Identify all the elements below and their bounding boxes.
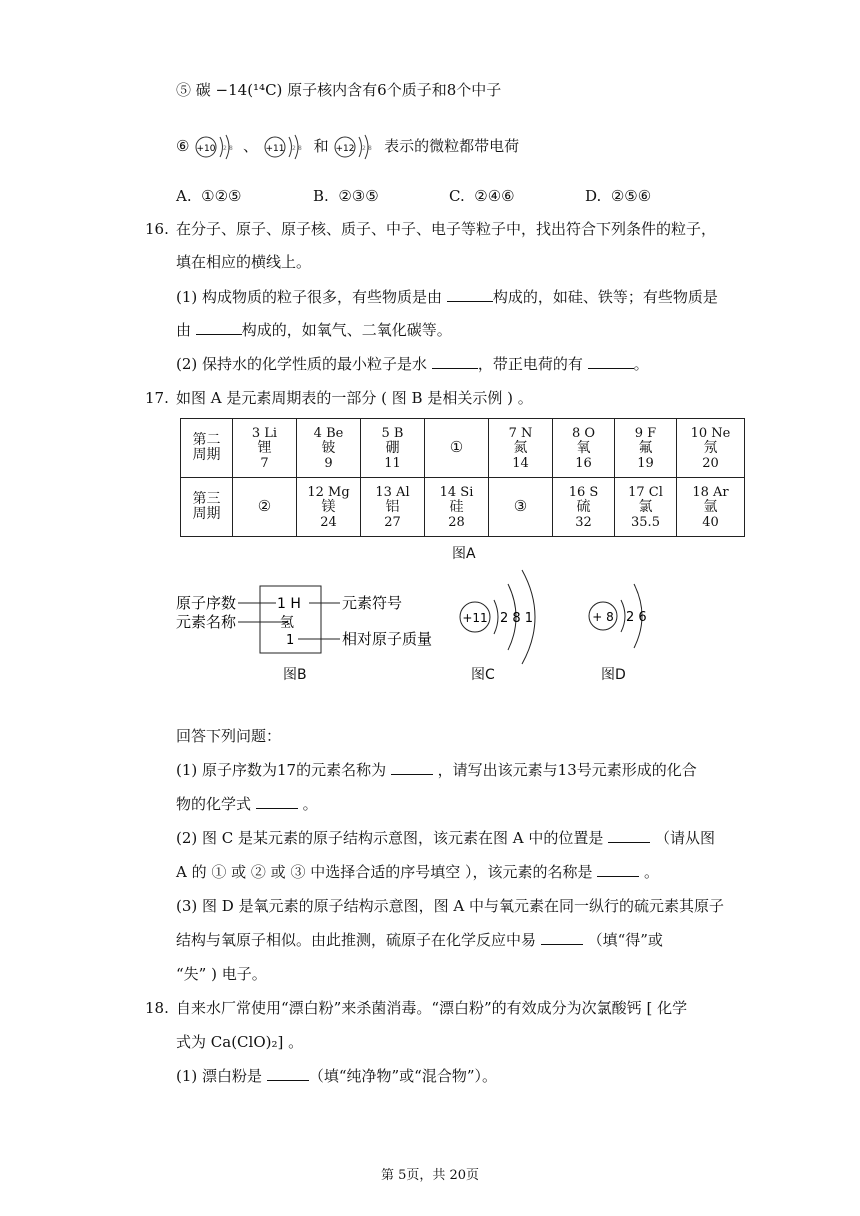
q15-sep-1: 、	[243, 137, 259, 155]
element-cell-n: 7 N 氮 14	[489, 419, 553, 478]
q16-stem-line1: 在分子、原子、原子核、质子、中子、电子等粒子中，找出符合下列条件的粒子，	[176, 220, 717, 238]
fig-c-electrons: 2 8 1	[500, 611, 534, 626]
element-cell-li: 3 Li 锂 7	[233, 419, 297, 478]
ion-na-nucleus: +11	[265, 144, 285, 154]
svg-text:2: 2	[362, 145, 367, 152]
q16-blank-3[interactable]	[432, 354, 478, 369]
fig-d-electrons: 2 6	[626, 610, 647, 625]
q17-blank-4[interactable]	[597, 862, 639, 877]
q16-part1-line2: 由 构成的，如氧气、二氧化碳等。	[176, 321, 452, 339]
figure-d-caption: 图D	[601, 667, 626, 683]
q15-item-6	[176, 134, 519, 158]
svg-text:8: 8	[229, 145, 234, 152]
element-cell-mg: 12 Mg 镁 24	[297, 478, 361, 537]
figure-d-atom-diagram	[588, 576, 660, 656]
q17-part1-line1: (1) 原子序数为17的元素名称为 ，请写出该元素与13号元素形成的化合	[176, 761, 697, 779]
ion-mg-nucleus: +12	[335, 144, 355, 154]
q17-part3-line3: “失” ) 电子。	[176, 965, 267, 983]
element-cell-al: 13 Al 铝 27	[361, 478, 425, 537]
element-cell-o: 8 O 氧 16	[553, 419, 615, 478]
svg-text:2: 2	[291, 145, 296, 152]
box-mass: 1	[286, 633, 295, 648]
q15-option-d: D. ②⑤⑥	[585, 187, 652, 205]
q17-part3-line2: 结构与氧原子相似。由此推测，硫原子在化学反应中易 （填“得”或	[176, 931, 663, 949]
element-cell-s: 16 S 硫 32	[553, 478, 615, 537]
q16-part1-line1: (1) 构成物质的粒子很多，有些物质是由 构成的，如硅、铁等；有些物质是	[176, 288, 718, 306]
box-name: 氢	[280, 615, 294, 631]
fig-d-nucleus: + 8	[592, 610, 614, 624]
q16-part2: (2) 保持水的化学性质的最小粒子是水 ，带正电荷的有 。	[176, 355, 649, 373]
q15-option-a: A. ①②⑤	[176, 187, 242, 205]
q18-blank-1[interactable]	[267, 1066, 309, 1081]
label-relative-atomic-mass: 相对原子质量	[342, 630, 433, 648]
element-cell-placeholder-2: ②	[233, 478, 297, 537]
q17-blank-2[interactable]	[256, 794, 298, 809]
ion-diagram-ne	[194, 134, 238, 160]
periodic-table-fragment	[180, 418, 745, 537]
q17-answer-intro: 回答下列问题：	[176, 727, 282, 745]
element-cell-be: 4 Be 铍 9	[297, 419, 361, 478]
q15-item-5: ⑤ 碳 −14(¹⁴C) 原子核内含有6个质子和8个中子	[176, 81, 502, 99]
q16-blank-2[interactable]	[196, 320, 242, 335]
q18-number: 18.	[145, 999, 169, 1017]
figure-b-diagram	[176, 584, 446, 658]
q16-number: 16.	[145, 220, 169, 238]
element-cell-cl: 17 Cl 氯 35.5	[615, 478, 677, 537]
q15-sep-2: 和	[313, 137, 329, 155]
figure-a-caption: 图A	[452, 546, 476, 562]
svg-text:8: 8	[368, 145, 373, 152]
element-cell-ar: 18 Ar 氩 40	[677, 478, 745, 537]
q17-blank-5[interactable]	[541, 930, 583, 945]
q15-item-6-text: 表示的微粒都带电荷	[384, 137, 520, 155]
period-3-label: 第三 周期	[181, 478, 233, 537]
label-atomic-number: 原子序数	[176, 594, 237, 612]
figure-c-atom-diagram	[458, 566, 558, 666]
q15-option-b: B. ②③⑤	[313, 187, 379, 205]
q15-option-c: C. ②④⑥	[449, 187, 515, 205]
figure-c-caption: 图C	[471, 667, 495, 683]
q17-blank-3[interactable]	[608, 828, 650, 843]
period-2-label: 第二 周期	[181, 419, 233, 478]
ion-ne-nucleus: +10	[196, 144, 216, 154]
q17-part1-line2: 物的化学式 。	[176, 795, 318, 813]
element-cell-si: 14 Si 硅 28	[425, 478, 489, 537]
label-element-name: 元素名称	[176, 613, 237, 631]
element-cell-ne: 10 Ne 氖 20	[677, 419, 745, 478]
fig-c-nucleus: +11	[462, 611, 488, 625]
q18-part1: (1) 漂白粉是 （填“纯净物”或“混合物”）。	[176, 1067, 497, 1085]
ion-diagram-na	[263, 134, 309, 160]
q17-stem: 如图 A 是元素周期表的一部分 ( 图 B 是相关示例 ) 。	[176, 389, 533, 407]
q18-stem-line1: 自来水厂常使用“漂白粉”来杀菌消毒。“漂白粉”的有效成分为次氯酸钙 [ 化学	[176, 999, 688, 1017]
q17-part2-line1: (2) 图 C 是某元素的原子结构示意图，该元素在图 A 中的位置是 （请从图	[176, 829, 715, 847]
figure-b-caption: 图B	[283, 667, 307, 683]
q17-blank-1[interactable]	[391, 760, 433, 775]
q16-blank-4[interactable]	[588, 354, 634, 369]
svg-text:8: 8	[297, 145, 302, 152]
box-symbol: 1 H	[277, 596, 301, 612]
q16-blank-1[interactable]	[447, 287, 493, 302]
q15-item-6-marker: ⑥	[176, 137, 190, 155]
element-cell-placeholder-3: ③	[489, 478, 553, 537]
element-cell-placeholder-1: ①	[425, 419, 489, 478]
page-footer: 第 5页，共 20页	[380, 1168, 480, 1183]
ion-diagram-mg	[333, 134, 379, 160]
element-cell-b: 5 B 硼 11	[361, 419, 425, 478]
element-cell-f: 9 F 氟 19	[615, 419, 677, 478]
q18-stem-line2: 式为 Ca(ClO)₂] 。	[176, 1033, 304, 1051]
label-element-symbol: 元素符号	[342, 594, 403, 612]
q17-number: 17.	[145, 389, 169, 407]
svg-text:2: 2	[223, 145, 228, 152]
q17-part3-line1: (3) 图 D 是氧元素的原子结构示意图，图 A 中与氧元素在同一纵行的硫元素其原子	[176, 897, 724, 915]
q16-stem-line2: 填在相应的横线上。	[176, 253, 312, 271]
q17-part2-line2: A 的 ① 或 ② 或 ③ 中选择合适的序号填空 ），该元素的名称是 。	[176, 863, 660, 881]
